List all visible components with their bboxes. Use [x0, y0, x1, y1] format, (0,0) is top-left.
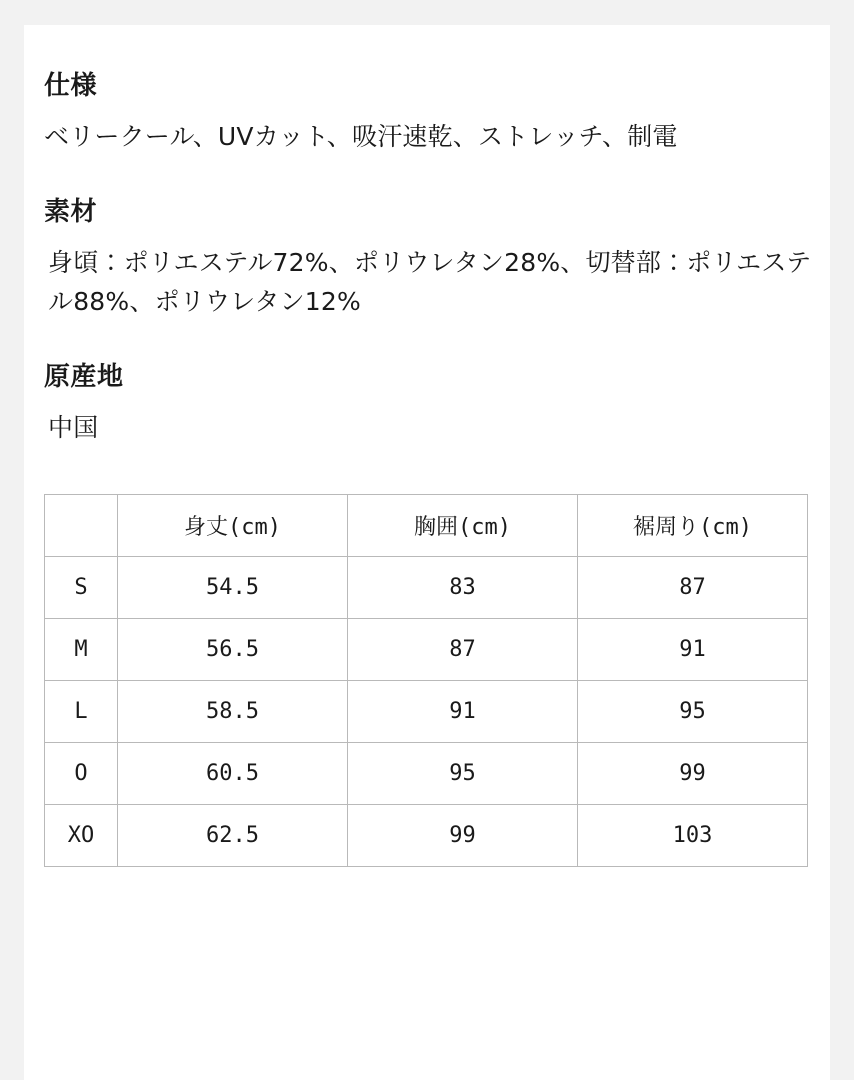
spec-body: ベリークール、UVカット、吸汗速乾、ストレッチ、制電 — [44, 122, 678, 152]
table-header-length: 身丈(cm) — [118, 494, 348, 556]
table-header-hem: 裾周り(cm) — [578, 494, 808, 556]
size-table — [44, 494, 808, 867]
cell-size: S — [45, 556, 118, 618]
cell-chest: 83 — [348, 556, 578, 618]
cell-chest: 91 — [348, 680, 578, 742]
table-row — [45, 618, 808, 680]
section-material — [44, 197, 830, 322]
product-detail-page — [24, 25, 830, 1080]
table-header-chest: 胸囲(cm) — [348, 494, 578, 556]
cell-hem: 103 — [578, 804, 808, 866]
section-spec — [44, 71, 830, 157]
cell-hem: 91 — [578, 618, 808, 680]
cell-chest: 87 — [348, 618, 578, 680]
cell-hem: 99 — [578, 742, 808, 804]
material-body: 身頃：ポリエステル72%、ポリウレタン28%、切替部：ポリエステル88%、ポリウレタン12% — [48, 248, 812, 316]
table-row — [45, 742, 808, 804]
cell-size: XO — [45, 804, 118, 866]
table-row — [45, 556, 808, 618]
size-table-container — [44, 494, 830, 867]
table-header-row — [45, 494, 808, 556]
cell-size: M — [45, 618, 118, 680]
size-table-body — [45, 556, 808, 866]
table-row — [45, 680, 808, 742]
size-table-head — [45, 494, 808, 556]
table-corner-cell — [45, 494, 118, 556]
cell-length: 62.5 — [118, 804, 348, 866]
origin-heading: 原産地 — [44, 361, 124, 392]
spec-heading: 仕様 — [44, 71, 98, 101]
cell-length: 56.5 — [118, 618, 348, 680]
origin-body: 中国 — [48, 412, 99, 442]
table-row — [45, 804, 808, 866]
cell-chest: 99 — [348, 804, 578, 866]
cell-hem: 95 — [578, 680, 808, 742]
cell-chest: 95 — [348, 742, 578, 804]
cell-size: O — [45, 742, 118, 804]
material-heading: 素材 — [44, 196, 98, 227]
page-content — [24, 25, 830, 867]
cell-size: L — [45, 680, 118, 742]
cell-hem: 87 — [578, 556, 808, 618]
section-origin — [44, 362, 830, 448]
cell-length: 58.5 — [118, 680, 348, 742]
cell-length: 54.5 — [118, 556, 348, 618]
cell-length: 60.5 — [118, 742, 348, 804]
